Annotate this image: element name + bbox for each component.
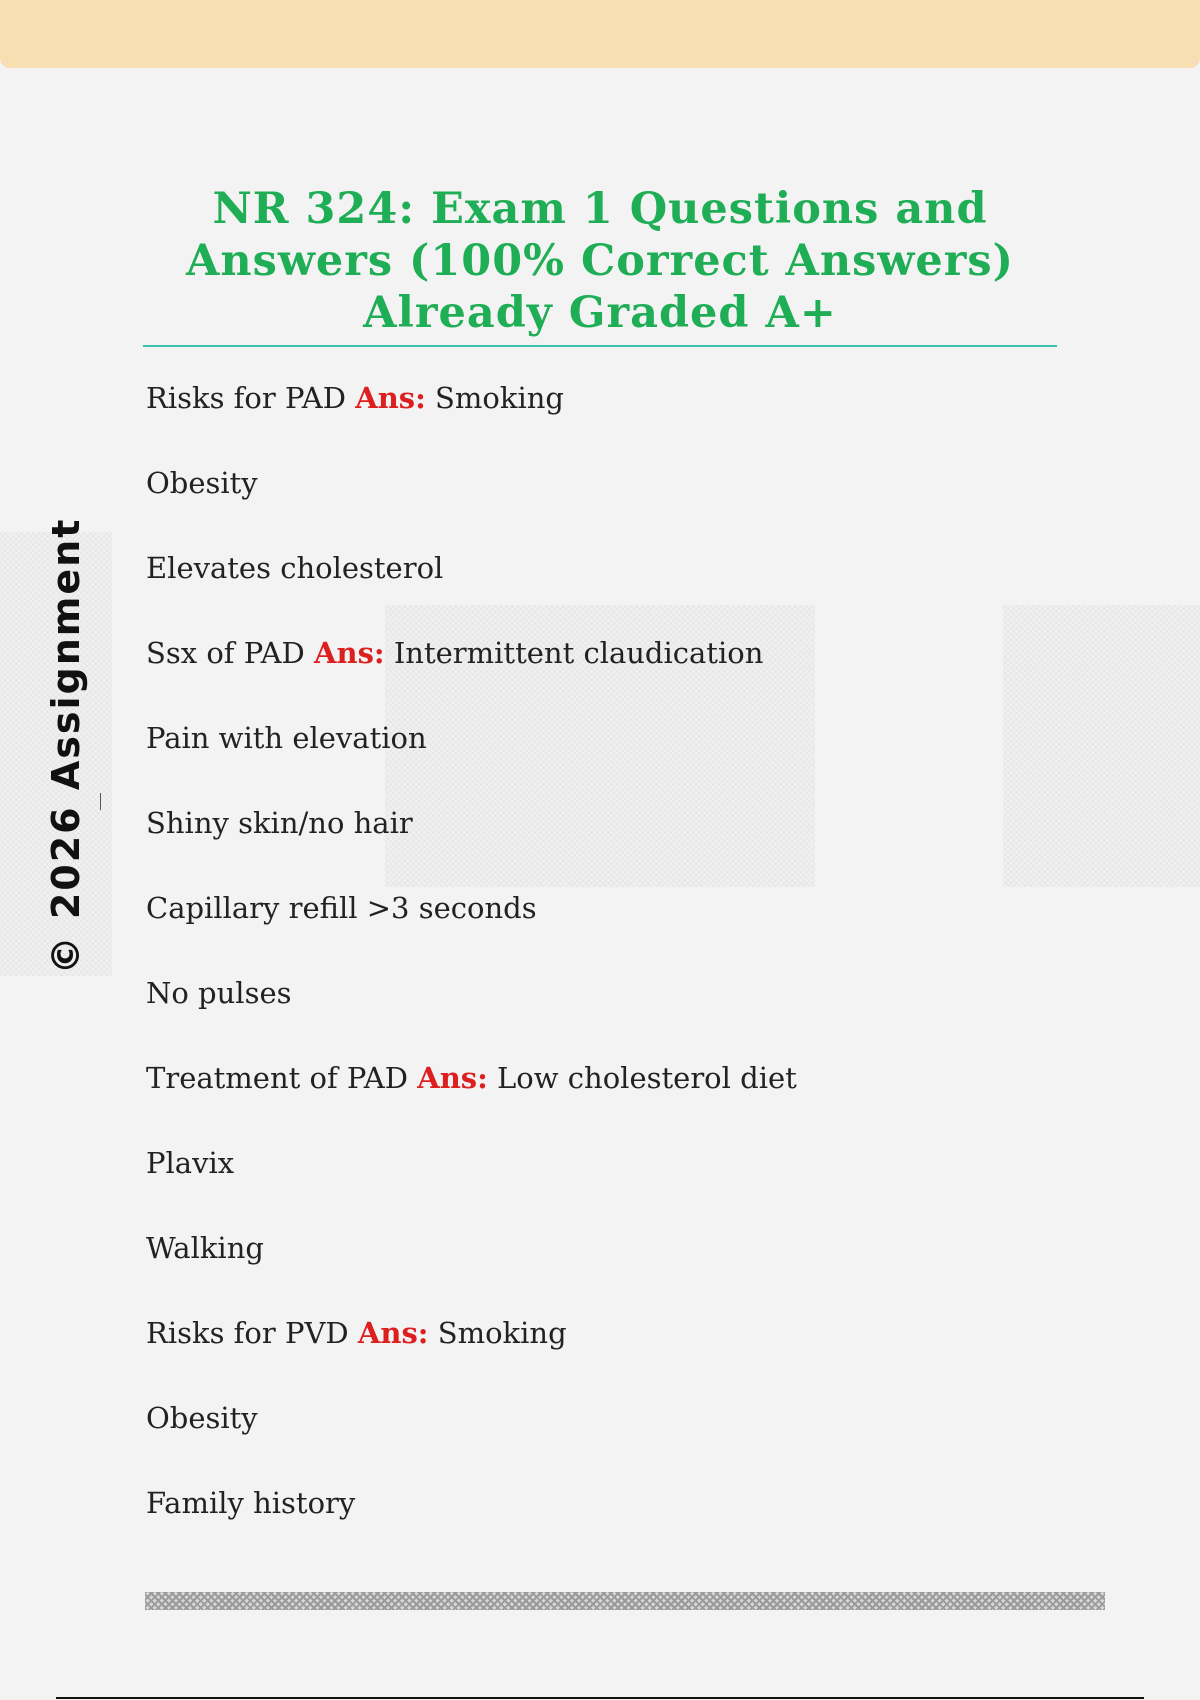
- answer-text: Smoking: [437, 1316, 567, 1350]
- answer-item: No pulses: [146, 976, 292, 1010]
- answer-text: Low cholesterol diet: [497, 1061, 797, 1095]
- footer-rule: [56, 1697, 1144, 1699]
- qa-line: [146, 545, 797, 630]
- question-text: Risks for PAD: [146, 381, 346, 415]
- copyright-watermark: © 2026 Assignment: [44, 517, 88, 975]
- qa-line: [146, 460, 797, 545]
- background-pattern-right: [1003, 605, 1200, 887]
- qa-line: [146, 1140, 797, 1225]
- answer-text: Intermittent claudication: [393, 636, 764, 670]
- answer-item: Family history: [146, 1486, 356, 1520]
- qa-line: [146, 1225, 797, 1310]
- qa-list: [146, 375, 797, 1565]
- answer-label: Ans:: [357, 1316, 429, 1350]
- qa-line: [146, 375, 797, 460]
- answer-item: Plavix: [146, 1146, 235, 1180]
- answer-item: Obesity: [146, 1401, 258, 1435]
- question-text: Treatment of PAD: [146, 1061, 408, 1095]
- document-title: NR 324: Exam 1 Questions and Answers (100% Correct Answers) Already Graded A+: [186, 184, 1014, 338]
- answer-item: Obesity: [146, 466, 258, 500]
- answer-label: Ans:: [417, 1061, 488, 1095]
- answer-item: Shiny skin/no hair: [146, 806, 413, 840]
- question-text: Risks for PVD: [146, 1316, 349, 1350]
- qa-line: [146, 970, 797, 1055]
- answer-label: Ans:: [314, 636, 385, 670]
- qa-line: [146, 885, 797, 970]
- qa-line: [146, 800, 797, 885]
- qa-line: [146, 1395, 797, 1480]
- answer-label: Ans:: [355, 381, 426, 415]
- answer-text: Smoking: [435, 381, 564, 415]
- answer-item: Elevates cholesterol: [146, 551, 444, 585]
- title-underline: [143, 345, 1057, 347]
- qa-line: [146, 1055, 797, 1140]
- qa-line: [146, 630, 797, 715]
- question-text: Ssx of PAD: [146, 636, 305, 670]
- answer-item: Walking: [146, 1231, 264, 1265]
- qa-line: [146, 715, 797, 800]
- answer-item: Capillary refill >3 seconds: [146, 891, 537, 925]
- watermark-tick-mark: [100, 793, 101, 810]
- answer-item: Pain with elevation: [146, 721, 427, 755]
- qa-line: [146, 1480, 797, 1565]
- top-banner: [0, 0, 1200, 68]
- decorative-divider: [145, 1592, 1105, 1610]
- qa-line: [146, 1310, 797, 1395]
